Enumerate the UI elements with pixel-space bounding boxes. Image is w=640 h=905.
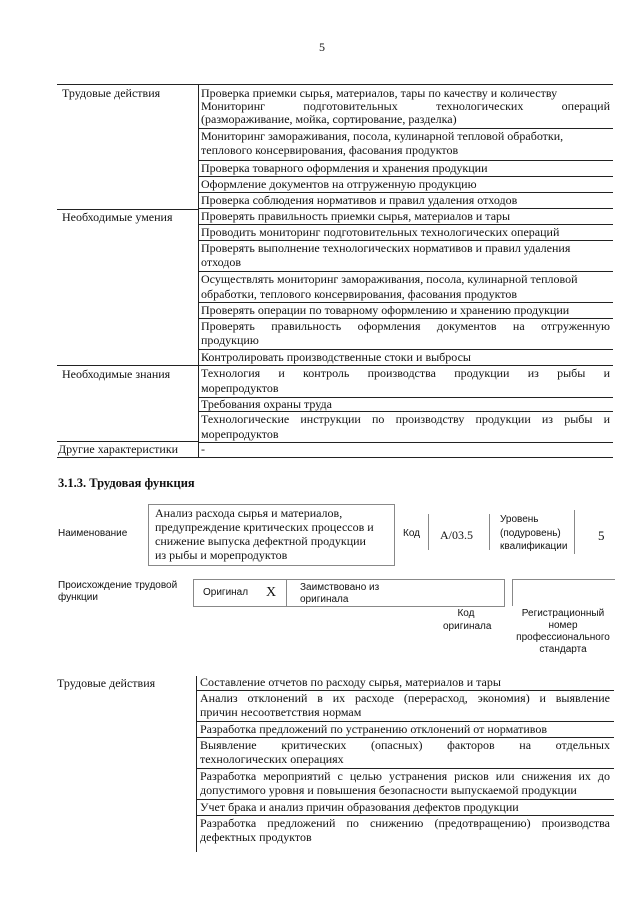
action-item: Разработка мероприятий с целью устранения рисков или снижения их до	[200, 769, 610, 783]
other-characteristics-value: -	[201, 442, 205, 456]
skill-item: Осуществлять мониторинг замораживания, посола, кулинарной тепловой	[201, 272, 578, 286]
knowledge-item: морепродуктов	[201, 381, 279, 395]
label-required-knowledge: Необходимые знания	[62, 367, 171, 381]
label-separator	[57, 441, 198, 442]
origin-divider	[286, 579, 287, 606]
level-value: 5	[598, 528, 605, 543]
label-other-characteristics: Другие характеристики	[58, 442, 179, 456]
action-item: Составление отчетов по расходу сырья, материалов и тары	[200, 675, 501, 689]
original-label: Оригинал	[203, 587, 249, 598]
original-mark: X	[266, 585, 277, 600]
action-item: Мониторинг замораживания, посола, кулинарной тепловой обработки,	[201, 129, 564, 143]
reg-number-line: стандарта	[539, 644, 587, 655]
skill-item: Проверять правильность приемки сырья, материалов и тары	[201, 209, 511, 223]
action-item: Проверка товарного оформления и хранения продукции	[201, 161, 488, 175]
action-item: Разработка предложений по снижению (предотвращению) производства	[200, 816, 610, 830]
table-column-divider	[196, 676, 197, 852]
name-label: Наименование	[58, 528, 128, 539]
action-item: Разработка предложений по устранению отклонений от нормативов	[200, 722, 548, 736]
action-item: Выявление критических (опасных) факторов на отдельных	[200, 738, 610, 752]
action-item: причин несоответствия нормам	[200, 705, 362, 719]
reg-number-box	[512, 579, 615, 606]
skill-item: Проводить мониторинг подготовительных технологических операций	[201, 225, 560, 239]
label-separator	[57, 209, 198, 210]
label-required-skills: Необходимые умения	[62, 210, 173, 224]
action-item: теплового консервирования, фасования продуктов	[201, 143, 459, 157]
action-item: допустимого уровня и повышения безопасности выпускаемой продукции	[200, 783, 577, 797]
origin-label-line: функции	[58, 592, 98, 603]
level-box	[574, 510, 615, 554]
reg-number-line: Регистрационный	[521, 608, 605, 619]
code-label: Код	[403, 528, 421, 539]
section-title: 3.1.3. Трудовая функция	[58, 476, 195, 490]
action-item: Учет брака и анализ причин образования дефектов продукции	[200, 800, 519, 814]
reg-number-line: профессионального	[516, 632, 610, 643]
skill-item: отходов	[201, 255, 242, 269]
skill-item: Проверять выполнение технологических нормативов и правил удаления	[201, 241, 571, 255]
level-label-line: Уровень	[500, 514, 539, 525]
skill-item: Проверять правильность оформления документов на отгруженную	[201, 319, 610, 333]
action-item: Анализ отклонений в их расходе (перерасход, экономия) и выявление	[200, 691, 610, 705]
reg-number-line: номер	[548, 620, 578, 631]
function-name-line: из рыбы и морепродуктов	[155, 548, 288, 562]
level-label-line: (подуровень)	[500, 528, 561, 539]
level-label-line: квалификации	[500, 541, 568, 552]
borrowed-label-line: Заимствовано из	[300, 582, 380, 593]
skill-item: обработки, теплового консервирования, фасования продуктов	[201, 287, 518, 301]
code-original-line: Код	[457, 608, 475, 619]
action-item: Проверка приемки сырья, материалов, тары по качеству и количеству	[201, 86, 558, 100]
skill-item: продукцию	[201, 333, 259, 347]
knowledge-item: Требования охраны труда	[201, 397, 332, 411]
action-item: дефектных продуктов	[200, 830, 312, 844]
skill-item: Контролировать производственные стоки и выбросы	[201, 350, 471, 364]
action-item: технологических операциях	[200, 752, 344, 766]
label-labor-actions: Трудовые действия	[62, 86, 161, 100]
action-item: Мониторинг подготовительных технологических операций	[201, 99, 610, 113]
origin-label-line: Происхождение трудовой	[58, 580, 178, 591]
function-name-line: Анализ расхода сырья и материалов,	[155, 506, 343, 520]
action-item: Проверка соблюдения нормативов и правил удаления отходов	[201, 193, 518, 207]
knowledge-item: Технологические инструкции по производству продукции из рыбы и	[201, 412, 610, 426]
action-item: Оформление документов на отгруженную продукцию	[201, 177, 477, 191]
action-item: (размораживание, мойка, сортирование, разделка)	[201, 112, 457, 126]
knowledge-item: морепродуктов	[201, 427, 279, 441]
knowledge-item: Технология и контроль производства продукции из рыбы и	[201, 366, 610, 380]
borrowed-label-line: оригинала	[300, 594, 349, 605]
function-name-line: предупреждение критических процессов и	[155, 520, 374, 534]
function-name-line: снижение выпуска дефектной продукции	[155, 534, 366, 548]
label-labor-actions: Трудовые действия	[57, 676, 156, 690]
table-top-border	[57, 84, 613, 85]
skill-item: Проверять операции по товарному оформлению и хранению продукции	[201, 303, 570, 317]
table-bottom-border	[57, 457, 613, 458]
label-separator	[57, 365, 198, 366]
code-original-line: оригинала	[443, 621, 492, 632]
code-value: А/03.5	[440, 528, 473, 542]
page-number: 5	[319, 40, 325, 54]
